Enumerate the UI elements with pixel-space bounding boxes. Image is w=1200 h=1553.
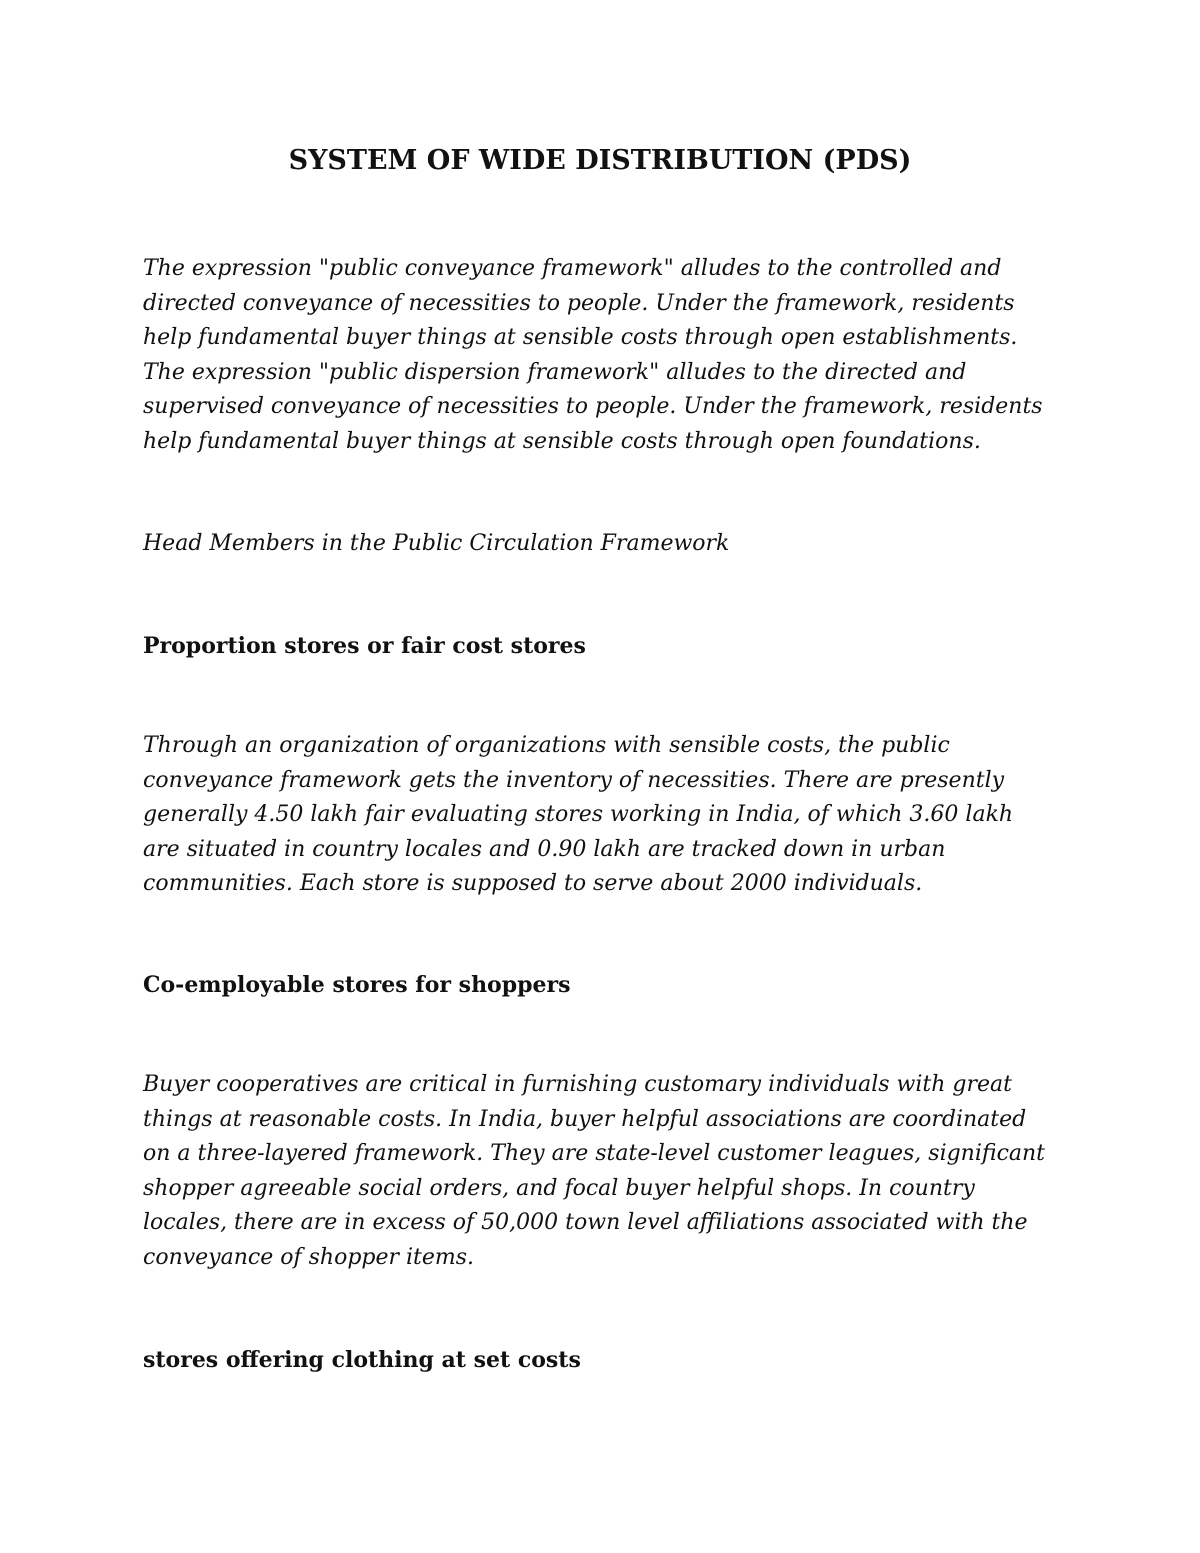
text-line: supervised conveyance of necessities to people. Under the framework, residents [143,394,1043,419]
section-heading-cooperative-stores: Co-employable stores for shoppers [143,972,571,998]
text-line: help fundamental buyer things at sensible costs through open establishments. [143,325,1018,350]
text-line: things at reasonable costs. In India, buyer helpful associations are coordinated [143,1106,1027,1132]
members-heading: Head Members in the Public Circulation Framework [143,531,730,556]
intro-paragraph [143,252,1063,459]
text-line: Through an organization of organizations with sensible costs, the public [143,733,950,758]
text-line: generally 4.50 lakh fair evaluating stores working in India, of which 3.60 lakh [143,802,1014,827]
text-line: Buyer cooperatives are critical in furnishing customary individuals with great [143,1072,1012,1097]
text-line: The expression "public dispersion framework" alludes to the directed and [143,359,967,385]
section-heading-ration-stores: Proportion stores or fair cost stores [143,633,586,659]
text-line: conveyance framework gets the inventory of necessities. There are presently [143,767,1005,793]
section-heading-clothing-stores: stores offering clothing at set costs [143,1347,581,1373]
text-line: are situated in country locales and 0.90 lakh are tracked down in urban [143,836,946,862]
text-line: help fundamental buyer things at sensible costs through open foundations. [143,428,981,454]
text-line: shopper agreeable social orders, and focal buyer helpful shops. In country [143,1175,975,1201]
ration-stores-paragraph [143,729,1063,902]
page-title: SYSTEM OF WIDE DISTRIBUTION (PDS) [288,145,912,176]
text-line: locales, there are in excess of 50,000 town level affiliations associated with the [143,1210,1028,1235]
text-line: conveyance of shopper items. [143,1244,475,1270]
text-line: communities. Each store is supposed to serve about 2000 individuals. [143,871,923,896]
text-line: on a three-layered framework. They are state-level customer leagues, significant [143,1141,1046,1166]
text-line: directed conveyance of necessities to people. Under the framework, residents [143,290,1015,316]
text-line: The expression "public conveyance framework" alludes to the controlled and [143,256,1002,281]
cooperative-stores-paragraph [143,1068,1063,1275]
